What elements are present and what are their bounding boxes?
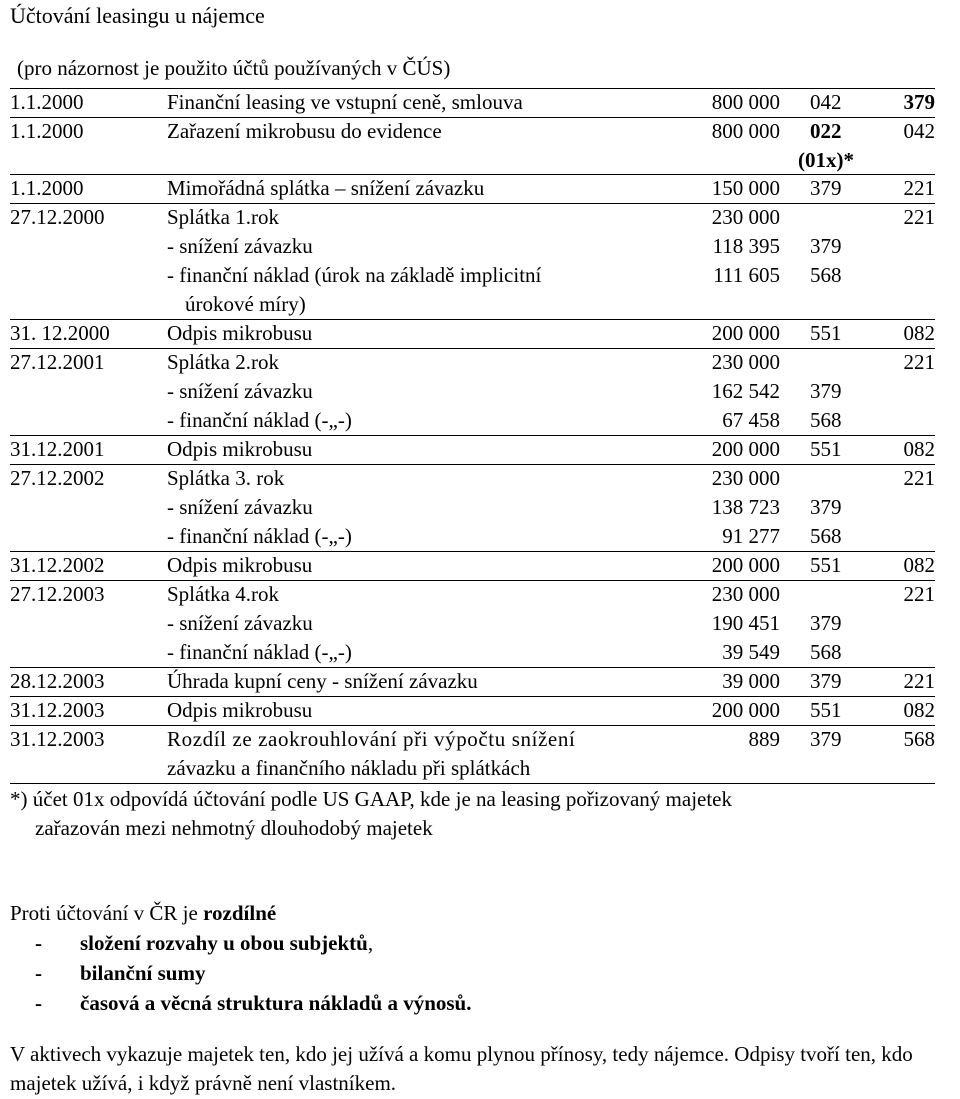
entry-date: 27.12.2000	[10, 205, 105, 229]
entry-date: 1.1.2000	[10, 90, 84, 114]
entry-sub-description-cont: úrokové míry)	[185, 292, 306, 316]
row-divider	[10, 667, 935, 668]
list-dash: -	[35, 961, 42, 985]
entry-description: Splátka 1.rok	[167, 205, 279, 229]
entry-description: Zařazení mikrobusu do evidence	[167, 119, 442, 143]
entry-description: Úhrada kupní ceny - snížení závazku	[167, 669, 478, 693]
row-divider	[10, 435, 935, 436]
row-divider	[10, 348, 935, 349]
page-subtitle: (pro názornost je použito účtů používaných v ČÚS)	[17, 56, 451, 80]
differences-section	[10, 898, 471, 1018]
entry-sub-amount: 162 542	[711, 379, 780, 403]
entry-date: 28.12.2003	[10, 669, 105, 693]
entry-description: Finanční leasing ve vstupní ceně, smlouva	[167, 90, 523, 114]
entry-sub-debit-account: 568	[810, 408, 842, 432]
entry-sub-amount: 91 277	[722, 524, 780, 548]
row-divider	[10, 319, 935, 320]
entry-date: 27.12.2001	[10, 350, 105, 374]
entry-sub-description: - finanční náklad (-„-)	[167, 640, 352, 664]
difference-item	[10, 928, 471, 958]
entry-credit-account: 082	[903, 437, 935, 461]
ledger-row	[10, 696, 935, 725]
entry-sub-debit-account: 568	[810, 263, 842, 287]
entry-sub-amount: 111 605	[713, 263, 780, 287]
entry-date: 27.12.2003	[10, 582, 105, 606]
footnote-line: *) účet 01x odpovídá účtování podle US GAAP, kde je na leasing pořizovaný majetek	[10, 787, 732, 811]
entry-credit-account: 221	[903, 582, 935, 606]
entry-credit-account: 082	[903, 321, 935, 345]
list-dash: -	[35, 931, 42, 955]
entry-description: Odpis mikrobusu	[167, 437, 313, 461]
difference-item	[10, 988, 471, 1018]
entry-sub-amount: 138 723	[711, 495, 780, 519]
entry-sub-amount: 190 451	[711, 611, 780, 635]
entry-date: 31.12.2002	[10, 553, 105, 577]
entry-amount: 230 000	[711, 582, 780, 606]
row-divider	[10, 725, 935, 726]
entry-debit-account: 551	[810, 553, 842, 577]
entry-amount: 150 000	[711, 176, 780, 200]
ledger-row	[10, 174, 935, 203]
footnote-line: zařazován mezi nehmotný dlouhodobý majetek	[35, 816, 433, 840]
entry-debit-account: 379	[810, 727, 842, 751]
entry-description: Rozdíl ze zaokrouhlování při výpočtu snížení	[167, 727, 576, 751]
ledger-row	[10, 464, 935, 551]
entry-date: 1.1.2000	[10, 119, 84, 143]
entry-description: Odpis mikrobusu	[167, 321, 313, 345]
difference-item	[10, 958, 471, 988]
entry-sub-description: - snížení závazku	[167, 379, 313, 403]
row-divider	[10, 696, 935, 697]
entry-sub-debit-account: 568	[810, 640, 842, 664]
entry-credit-account: 221	[903, 466, 935, 490]
closing-paragraph: V aktivech vykazuje majetek ten, kdo jej užívá a komu plynou přínosy, tedy nájemce. Odpisy tvoří ten, kdo majetek užívá, i když právně není vlastníkem.	[10, 1042, 913, 1095]
entry-sub-description: - snížení závazku	[167, 495, 313, 519]
entry-amount: 230 000	[711, 350, 780, 374]
entry-amount: 200 000	[711, 698, 780, 722]
footnote	[10, 785, 910, 843]
ledger-row	[10, 667, 935, 696]
entry-description: Splátka 3. rok	[167, 466, 285, 490]
entry-date: 31.12.2003	[10, 698, 105, 722]
entry-debit-account-alt: (01x)*	[798, 148, 854, 172]
ledger-row	[10, 435, 935, 464]
entry-date: 31.12.2003	[10, 727, 105, 751]
entry-credit-account: 082	[903, 698, 935, 722]
entry-sub-description: - snížení závazku	[167, 611, 313, 635]
entry-sub-debit-account: 379	[810, 234, 842, 258]
ledger-row	[10, 348, 935, 435]
ledger-row	[10, 117, 935, 174]
entry-credit-account: 568	[903, 727, 935, 751]
entry-credit-account: 379	[903, 90, 935, 114]
entry-credit-account: 221	[903, 176, 935, 200]
list-dash: -	[35, 991, 42, 1015]
entry-description: Splátka 2.rok	[167, 350, 279, 374]
entry-amount: 200 000	[711, 437, 780, 461]
entry-amount: 800 000	[711, 119, 780, 143]
entry-sub-description: - snížení závazku	[167, 234, 313, 258]
entry-debit-account: 551	[810, 321, 842, 345]
entry-date: 31.12.2001	[10, 437, 105, 461]
entry-debit-account: 042	[810, 90, 842, 114]
row-divider	[10, 203, 935, 204]
entry-amount: 230 000	[711, 466, 780, 490]
entry-debit-account: 379	[810, 176, 842, 200]
entry-credit-account: 221	[903, 669, 935, 693]
difference-item-text: složení rozvahy u obou subjektů	[80, 931, 368, 955]
ledger-row	[10, 88, 935, 117]
differences-intro-emphasis: rozdílné	[203, 901, 277, 925]
entry-description: Mimořádná splátka – snížení závazku	[167, 176, 485, 200]
entry-description: Odpis mikrobusu	[167, 698, 313, 722]
entry-date: 31. 12.2000	[10, 321, 110, 345]
entry-sub-amount: 118 395	[712, 234, 780, 258]
entry-description: Odpis mikrobusu	[167, 553, 313, 577]
entry-amount: 800 000	[711, 90, 780, 114]
entry-sub-amount: 39 549	[722, 640, 780, 664]
entry-debit-account: 551	[810, 698, 842, 722]
ledger-table	[10, 88, 935, 783]
entry-credit-account: 042	[903, 119, 935, 143]
row-divider	[10, 464, 935, 465]
difference-item-text: bilanční sumy	[80, 961, 206, 985]
entry-date: 27.12.2002	[10, 466, 105, 490]
entry-sub-debit-account: 568	[810, 524, 842, 548]
page-title: Účtování leasingu u nájemce	[10, 3, 265, 28]
differences-intro	[10, 898, 471, 928]
entry-amount: 889	[748, 727, 780, 751]
ledger-row	[10, 551, 935, 580]
row-divider	[10, 551, 935, 552]
entry-amount: 39 000	[722, 669, 780, 693]
ledger-row	[10, 725, 935, 783]
row-divider	[10, 783, 935, 784]
entry-debit-account: 551	[810, 437, 842, 461]
ledger-row	[10, 319, 935, 348]
entry-sub-debit-account: 379	[810, 379, 842, 403]
entry-amount: 200 000	[711, 553, 780, 577]
entry-description-cont: závazku a finančního nákladu při splátkách	[167, 756, 531, 780]
difference-item-suffix: ,	[367, 931, 374, 955]
ledger-row	[10, 580, 935, 667]
entry-debit-account: 379	[810, 669, 842, 693]
entry-sub-amount: 67 458	[722, 408, 780, 432]
entry-date: 1.1.2000	[10, 176, 84, 200]
row-divider	[10, 174, 935, 175]
entry-debit-account: 022	[810, 119, 842, 143]
ledger-row	[10, 203, 935, 319]
entry-sub-debit-account: 379	[810, 495, 842, 519]
entry-sub-description: - finanční náklad (-„-)	[167, 524, 352, 548]
difference-item-text: časová a věcná struktura nákladů a výnosů.	[80, 991, 472, 1015]
entry-description: Splátka 4.rok	[167, 582, 279, 606]
row-divider	[10, 580, 935, 581]
entry-sub-description: - finanční náklad (úrok na základě implicitní	[167, 263, 542, 287]
differences-intro-text: Proti účtování v ČR je	[10, 901, 204, 925]
entry-sub-debit-account: 379	[810, 611, 842, 635]
entry-credit-account: 221	[903, 350, 935, 374]
entry-amount: 230 000	[711, 205, 780, 229]
entry-sub-description: - finanční náklad (-„-)	[167, 408, 352, 432]
entry-credit-account: 082	[903, 553, 935, 577]
row-divider	[10, 117, 935, 118]
entry-amount: 200 000	[711, 321, 780, 345]
entry-credit-account: 221	[903, 205, 935, 229]
